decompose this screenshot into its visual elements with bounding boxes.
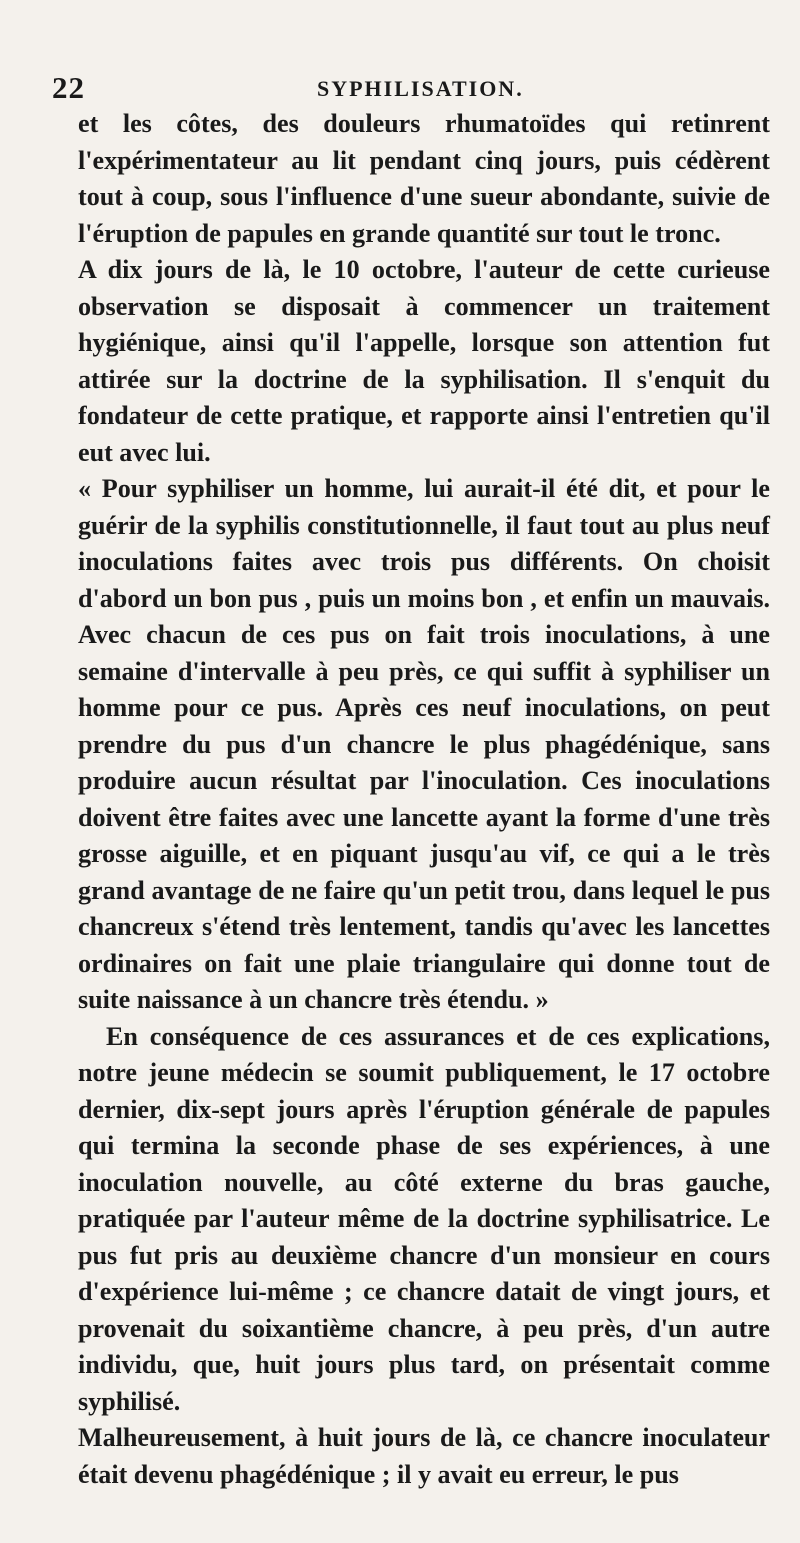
paragraph: Malheureusement, à huit jours de là, ce chancre inoculateur était devenu phagédénique ; il y avait eu erreur, le pus [78,1423,770,1489]
running-title: SYPHILISATION. [317,76,524,101]
page-number: 22 [52,70,85,105]
paragraph: « Pour syphiliser un homme, lui aurait-il été dit, et pour le guérir de la syphilis constitutionnelle, il faut tout au plus neuf inoculations faites avec trois pus différents. On choisit d'abord un bon pus , puis un moins bon , et enfin un mauvais. Avec chacun de ces pus on fait trois inoculations, à une semaine d'intervalle à peu près, ce qui suffit à syphiliser un homme pour ce pus. Après ces neuf inoculations, on peut prendre du pus d'un chancre le plus phagédénique, sans produire aucun résultat par l'inoculation. Ces inoculations doivent être faites avec une lancette ayant la forme d'une très grosse aiguille, et en piquant jusqu'au vif, ce qui a le très grand avantage de ne faire qu'un petit trou, dans lequel le pus chancreux s'étend très lentement, tandis qu'avec les lancettes ordinaires on fait une plaie triangulaire qui donne tout de suite naissance à un chancre très étendu. » [78,474,770,1014]
page-header [52,70,742,106]
paragraph: et les côtes, des douleurs rhumatoïdes qui retinrent l'expérimentateur au lit pendant cinq jours, puis cédèrent tout à coup, sous l'influence d'une sueur abondante, suivie de l'éruption de papules en grande quantité sur tout le tronc. [78,109,770,248]
body-text [78,106,770,1493]
paragraph: En conséquence de ces assurances et de ces explications, notre jeune médecin se soumit publiquement, le 17 octobre dernier, dix-sept jours après l'éruption générale de papules qui termina la seconde phase de ses expériences, à une inoculation nouvelle, au côté externe du bras gauche, pratiquée par l'auteur même de la doctrine syphilisatrice. Le pus fut pris au deuxième chancre d'un monsieur en cours d'expérience lui-même ; ce chancre datait de vingt jours, et provenait du soixantième chancre, à peu près, d'un autre individu, que, huit jours plus tard, on présentait comme syphilisé. [78,1021,770,1416]
paragraph: A dix jours de là, le 10 octobre, l'auteur de cette curieuse observation se disposait à commencer un traitement hygiénique, ainsi qu'il l'appelle, lorsque son attention fut attirée sur la doctrine de la syphilisation. Il s'enquit du fondateur de cette pratique, et rapporte ainsi l'entretien qu'il eut avec lui. [78,255,770,467]
